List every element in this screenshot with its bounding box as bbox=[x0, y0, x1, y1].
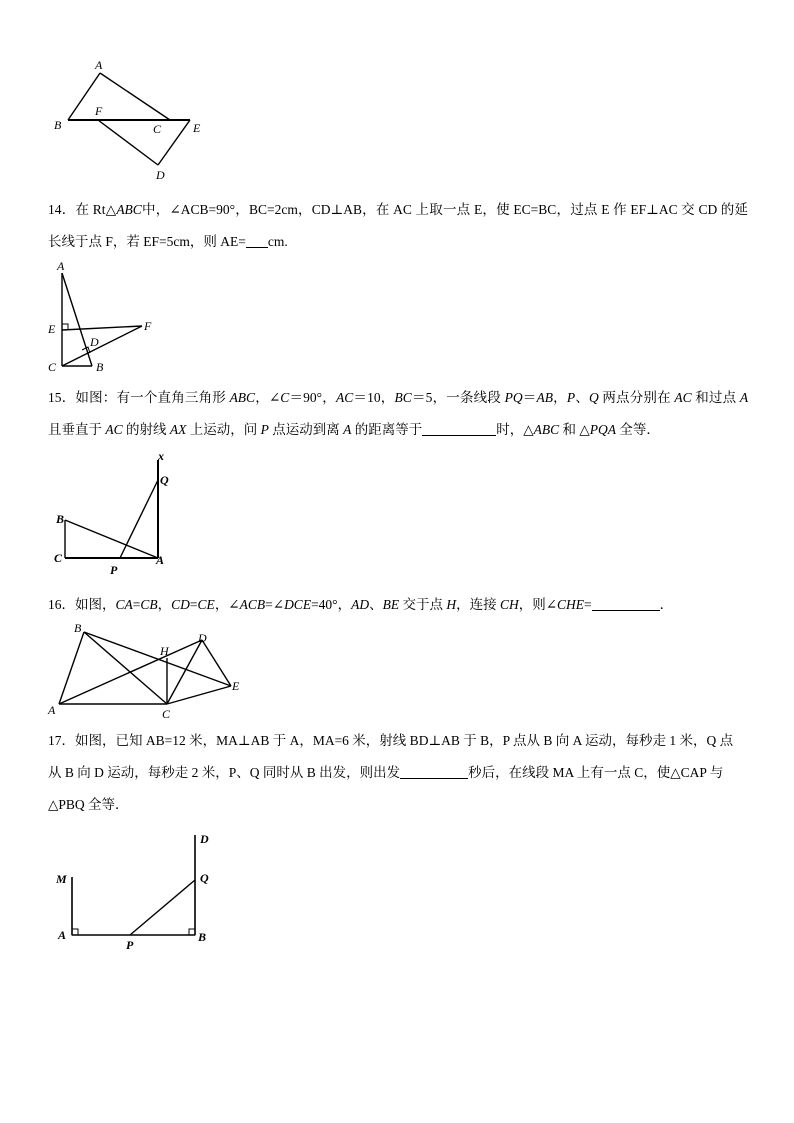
figure-14 bbox=[44, 258, 164, 378]
math-var: CE bbox=[197, 597, 215, 612]
question-line bbox=[48, 789, 748, 821]
question-text: △PBQ 全等． bbox=[48, 797, 129, 812]
math-var: AC bbox=[105, 422, 123, 437]
question-text: ，∠ bbox=[214, 597, 240, 612]
label-b: B bbox=[54, 118, 62, 132]
question-text: 在 Rt△ bbox=[75, 202, 117, 217]
question-text: ＝10， bbox=[353, 390, 395, 405]
question-text: ， bbox=[157, 597, 172, 612]
question-number: 17． bbox=[48, 733, 75, 748]
math-var: P bbox=[566, 390, 576, 405]
label-a: A bbox=[48, 703, 56, 717]
question-16 bbox=[48, 589, 748, 621]
question-text: 交于点 bbox=[399, 597, 447, 612]
math-var: AC bbox=[335, 390, 354, 405]
question-text: ABC bbox=[116, 202, 142, 217]
label-a: A bbox=[58, 928, 67, 942]
question-text: ． bbox=[659, 597, 674, 612]
question-number: 16． bbox=[48, 597, 75, 612]
figure-13 bbox=[50, 55, 220, 185]
figure-14-drawing bbox=[44, 258, 164, 378]
math-var: ACB bbox=[239, 597, 266, 612]
question-text: 如图，已知 AB=12 米，MA⊥AB 于 A，MA=6 米，射线 BD⊥AB 于 B，P 点从 B 向 A 运动，每秒走 1 米，Q 点 bbox=[75, 733, 734, 748]
math-var: P bbox=[260, 422, 269, 437]
question-number: 14． bbox=[48, 202, 76, 217]
question-line bbox=[48, 757, 748, 789]
question-text: 且垂直于 bbox=[48, 422, 106, 437]
math-var: BE bbox=[382, 597, 400, 612]
label-m: M bbox=[56, 872, 67, 886]
question-text: 和 △ bbox=[559, 422, 590, 437]
label-b: B bbox=[56, 512, 65, 526]
label-x: x bbox=[158, 449, 164, 463]
answer-blank[interactable] bbox=[422, 421, 496, 436]
label-e: E bbox=[193, 121, 201, 135]
question-text: ＝90°， bbox=[289, 390, 336, 405]
question-text: ，连接 bbox=[456, 597, 500, 612]
label-b: B bbox=[74, 621, 82, 635]
math-var: C bbox=[280, 390, 290, 405]
label-e: E bbox=[48, 322, 56, 336]
label-d: D bbox=[200, 832, 209, 846]
label-a: A bbox=[95, 58, 103, 72]
math-var: PQ bbox=[504, 390, 523, 405]
label-q: Q bbox=[160, 473, 169, 487]
answer-blank[interactable] bbox=[592, 596, 660, 611]
math-var: A bbox=[343, 422, 352, 437]
question-text: = bbox=[189, 597, 198, 612]
label-p: P bbox=[110, 563, 118, 577]
figure-17 bbox=[50, 825, 230, 955]
question-text: 和过点 bbox=[691, 390, 740, 405]
question-text: 如图：有一个直角三角形 bbox=[75, 390, 230, 405]
question-text: 如图， bbox=[75, 597, 116, 612]
label-p: P bbox=[126, 938, 134, 952]
question-17 bbox=[48, 725, 748, 821]
question-text: 点运动到离 bbox=[268, 422, 344, 437]
label-h: H bbox=[160, 644, 169, 658]
label-d: D bbox=[90, 335, 99, 349]
figure-16 bbox=[44, 622, 254, 722]
label-b: B bbox=[96, 360, 104, 374]
math-var: DCE bbox=[284, 597, 312, 612]
question-text: 秒后，在线段 MA 上有一点 C，使△CAP 与 bbox=[468, 765, 724, 780]
label-c: C bbox=[153, 122, 162, 136]
question-line bbox=[48, 725, 748, 757]
label-a: A bbox=[57, 259, 65, 273]
figure-15-drawing bbox=[50, 450, 190, 580]
question-text: ，∠ bbox=[255, 390, 281, 405]
label-c: C bbox=[162, 707, 171, 721]
question-text: ，则∠ bbox=[518, 597, 558, 612]
label-a: A bbox=[156, 553, 165, 567]
question-14 bbox=[48, 194, 748, 258]
math-var: AD bbox=[351, 597, 370, 612]
math-var: AC bbox=[674, 390, 692, 405]
math-var: ABC bbox=[533, 422, 560, 437]
label-q: Q bbox=[200, 871, 209, 885]
question-text: 上运动，问 bbox=[186, 422, 261, 437]
question-text: ＝5，一条线段 bbox=[411, 390, 505, 405]
label-f: F bbox=[95, 104, 103, 118]
figure-13-drawing bbox=[50, 55, 220, 185]
math-var: CA bbox=[115, 597, 133, 612]
question-text: = bbox=[132, 597, 141, 612]
label-d: D bbox=[198, 631, 207, 645]
answer-blank[interactable] bbox=[246, 233, 268, 248]
label-d: D bbox=[156, 168, 165, 182]
label-f: F bbox=[144, 319, 152, 333]
question-text: cm. bbox=[267, 234, 288, 249]
math-var: CB bbox=[140, 597, 158, 612]
math-var: Q bbox=[589, 390, 599, 405]
label-c: C bbox=[48, 360, 57, 374]
question-text: =40°， bbox=[311, 597, 352, 612]
figure-15 bbox=[50, 450, 190, 580]
math-var: AB bbox=[536, 390, 553, 405]
question-text: 、 bbox=[575, 390, 590, 405]
question-text: 时，△ bbox=[496, 422, 534, 437]
math-var: PQA bbox=[589, 422, 617, 437]
figure-17-drawing bbox=[50, 825, 230, 955]
math-var: CD bbox=[171, 597, 190, 612]
label-c: C bbox=[54, 551, 63, 565]
math-var: CHE bbox=[557, 597, 585, 612]
question-text: 从 B 向 D 运动，每秒走 2 米，P、Q 同时从 B 出发，则出发 bbox=[48, 765, 401, 780]
question-15 bbox=[48, 382, 748, 446]
math-var: CH bbox=[499, 597, 519, 612]
question-text: 两点分别在 bbox=[598, 390, 675, 405]
question-text: =∠ bbox=[265, 597, 285, 612]
question-text: = bbox=[584, 597, 592, 612]
figure-16-drawing bbox=[44, 622, 254, 722]
math-var: H bbox=[446, 597, 457, 612]
question-text: 中，∠ACB=90°，BC=2cm，CD⊥AB，在 AC 上取一点 E，使 EC=BC，过点 E 作 EF⊥AC 交 CD 的延长线于点 F，若 EF=5cm，则 AE= bbox=[48, 202, 749, 249]
label-e: E bbox=[232, 679, 240, 693]
question-number: 15． bbox=[48, 390, 76, 405]
label-b: B bbox=[198, 930, 207, 944]
question-text: ＝ bbox=[522, 390, 537, 405]
math-var: BC bbox=[394, 390, 412, 405]
answer-blank[interactable] bbox=[400, 764, 468, 779]
question-text: 的距离等于 bbox=[351, 422, 423, 437]
question-text: 、 bbox=[369, 597, 383, 612]
math-var: ABC bbox=[229, 390, 256, 405]
question-text: ， bbox=[552, 390, 567, 405]
question-text: 全等． bbox=[616, 422, 660, 437]
math-var: A bbox=[739, 390, 749, 405]
math-var: AX bbox=[169, 422, 187, 437]
question-text: 的射线 bbox=[122, 422, 170, 437]
